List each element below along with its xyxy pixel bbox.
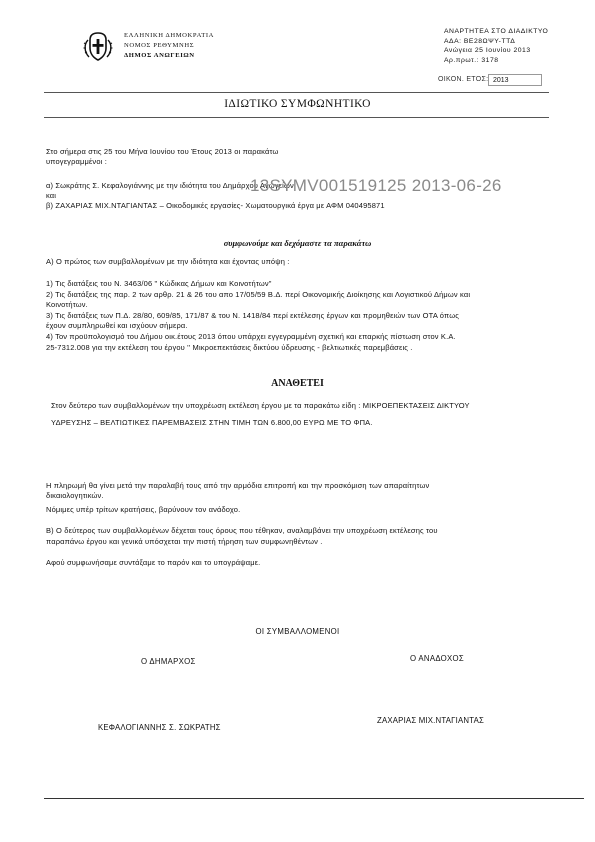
payment-line-1: Η πληρωμή θα γίνει μετά την παραλαβή τους από την αρμόδια επιτροπή και την προσκόμιση των απαραίτητων [46,481,430,490]
coat-of-arms-icon [80,30,116,62]
assigns-heading: ΑΝΑΘΕΤΕΙ [271,378,324,389]
clause-2: 2) Τις διατάξεις της παρ. 2 των αρθρ. 21 & 26 του απο 17/05/59 Β.Δ. περί Οικονομικής Διοίκησης και Λογιστικού Δήμων και [46,290,471,299]
issuer-municipality: ΔΗΜΟΣ ΑΝΩΓΕΙΩΝ [124,52,195,59]
protocol-number: Αρ.πρωτ.: 3178 [444,56,499,64]
contractor-name: ΖΑΧΑΡΙΑΣ ΜΙΧ.ΝΤΑΓΙΑΝΤΑΣ [377,716,485,725]
signatures-heading: ΟΙ ΣΥΜΒΑΛΛΟΜΕΝΟΙ [255,627,340,636]
clause-4: 4) Τον προϋπολογισμό του Δήμου οικ.έτους 2013 όπου υπάρχει εγγεγραμμένη σχετική και επαρκής πίστωση στον Κ.Α. [46,332,456,341]
party-a: α) Σωκράτης Σ. Κεφαλογιάννης με την ιδιότητα του Δημάρχου Ανωγείων [46,181,294,190]
title-rule-top [44,92,549,93]
clause-3: 3) Τις διατάξεις των Π.Δ. 28/80, 609/85, 171/87 & του Ν. 1418/84 περί εκτέλεσης έργων και προμηθειών των ΟΤΑ όπως [46,311,460,320]
assign-line-2: ΥΔΡΕΥΣΗΣ – ΒΕΛΤΙΩΤΙΚΕΣ ΠΑΡΕΜΒΑΣΕΙΣ ΣΤΗΝ ΤΙΜΗ ΤΩΝ 6.800,00 ΕΥΡΩ ΜΕ ΤΟ ΦΠΑ. [51,418,373,427]
intro-line-1: Στο σήμερα στις 25 του Μήνα Ιουνίου του Έτους 2013 οι παρακάτω [46,147,279,156]
footer-rule [44,798,584,799]
intro-line-2: υπογεγραμμένοι : [46,157,107,166]
clause-2-cont: Κοινοτήτων. [46,300,88,309]
clause-1: 1) Τις διατάξεις του Ν. 3463/06 " Κώδικας Δήμων και Κοινοτήτων" [46,279,272,288]
issuer-country: ΕΛΛΗΝΙΚΗ ΔΗΜΟΚΡΑΤΙΑ [124,32,214,39]
and-word: και [46,191,57,200]
party-b: β) ΖΑΧΑΡΙΑΣ ΜΙΧ.ΝΤΑΓΙΑΝΤΑΣ – Οικοδομικές εργασίες- Χωματουργικά έργα με ΑΦΜ 040495871 [46,201,385,210]
title-rule-bottom [44,117,549,118]
mayor-role: Ο ΔΗΜΑΡΧΟΣ [141,657,196,666]
clause-4-cont: 25-7312.008 για την εκτέλεση του έργου '' Μικροεπεκτάσεις δικτύου ύδρευσης - βελτιωτικές παρεμβάσεις . [46,343,413,352]
mayor-name: ΚΕΦΑΛΟΓΙΑΝΝΗΣ Σ. ΣΩΚΡΑΤΗΣ [98,723,221,732]
fiscal-year-value: 2013 [488,74,542,86]
clause-3-cont: έχουν συμπληρωθεί και ισχύουν σήμερα. [46,321,188,330]
document-date: Ανώγεια 25 Ιουνίου 2013 [444,47,531,54]
diavgeia-watermark: 13SYMV001519125 2013-06-26 [250,176,502,195]
section-b-line-1: Β) Ο δεύτερος των συμβαλλομένων δέχεται τους όρους που τέθηκαν, αναλαμβάνει την υποχρέωση εκτέλεσης του [46,526,438,535]
payment-line-3: Νόμιμες υπέρ τρίτων κρατήσεις, βαρύνουν τον ανάδοχο. [46,505,241,514]
reference-block [444,27,548,65]
section-b-line-2: παραπάνω έργου και γενικά υπόσχεται την πιστή τήρηση των συμφωνηθέντων . [46,537,323,546]
section-a-intro: Α) Ο πρώτος των συμβαλλομένων με την ιδιότητα και έχοντας υπόψη : [46,257,290,266]
ada-code: ΑΔΑ: ΒΕ28ΩΨΥ-ΤΤΔ [444,37,516,45]
payment-line-2: δικαιολογητικών. [46,491,104,500]
publish-notice: ΑΝΑΡΤΗΤΕΑ ΣΤΟ ΔΙΑΔΙΚΤΥΟ [444,28,549,35]
page-title: ΙΔΙΩΤΙΚΟ ΣΥΜΦΩΝΗΤΙΚΟ [224,98,371,110]
closing-line: Αφού συμφωνήσαμε συντάξαμε το παρόν και το υπογράψαμε. [46,558,261,567]
issuer-prefecture: ΝΟΜΟΣ ΡΕΘΥΜΝΗΣ [124,42,195,49]
agree-heading: συμφωνούμε και δεχόμαστε τα παρακάτω [223,238,372,248]
contractor-role: Ο ΑΝΑΔΟΧΟΣ [410,654,465,663]
issuer-block [124,31,214,61]
fiscal-year-label: ΟΙΚΟΝ. ΕΤΟΣ: [438,76,489,83]
assign-line-1: Στον δεύτερο των συμβαλλομένων την υποχρέωση εκτέλεση έργου με τα παρακάτω είδη : ΜΙΚΡΟΕΠΕΚΤΑΣΕΙΣ ΔΙΚΤΥΟΥ [51,401,470,410]
